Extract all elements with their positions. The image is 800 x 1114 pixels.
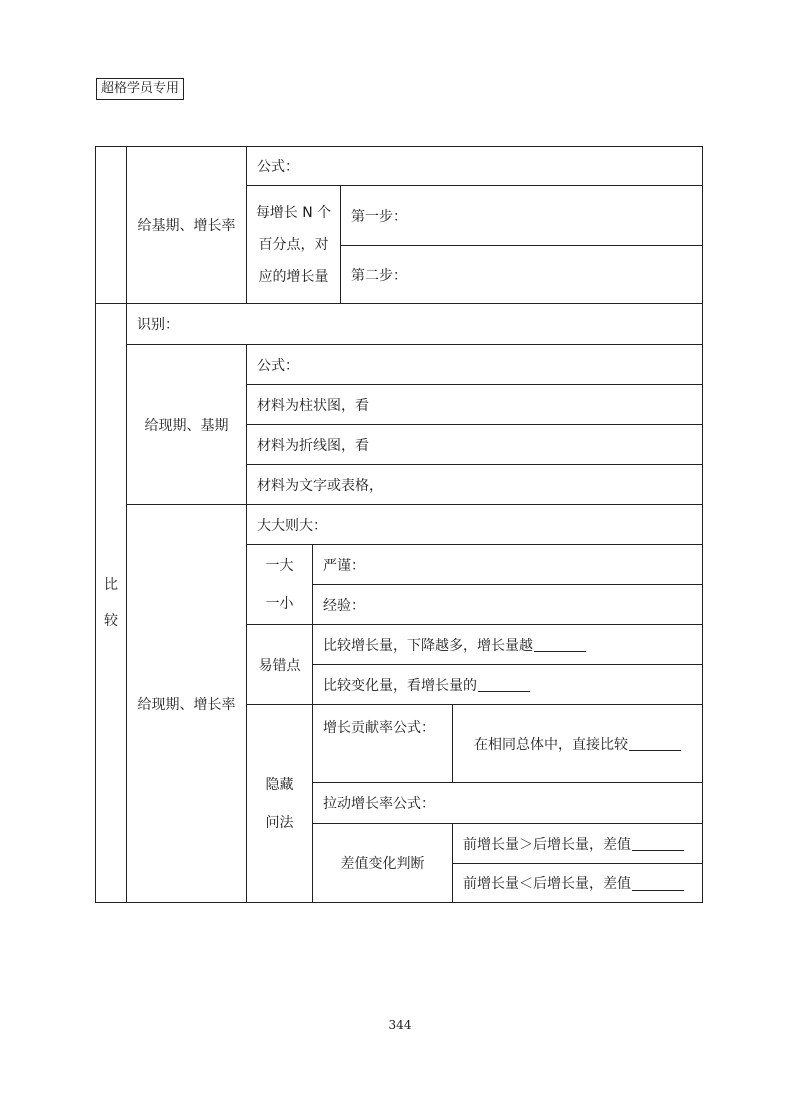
error2-text: 比较变化量，看增长量的 xyxy=(323,677,477,694)
error1-text: 比较增长量，下降越多，增长量越 xyxy=(323,637,533,654)
page-number: 344 xyxy=(388,1018,412,1032)
diff2-text: 前增长量＜后增长量，差值 xyxy=(463,876,631,892)
empty-left-cell xyxy=(95,146,127,304)
one-big-one-small xyxy=(246,544,313,625)
compare-vertical-label xyxy=(95,303,127,903)
pull-formula: 拉动增长率公式： xyxy=(312,782,703,824)
exclusive-badge: 超格学员专用 xyxy=(96,78,184,100)
section1-formula: 公式： xyxy=(246,146,703,186)
step2-cell: 第二步： xyxy=(340,245,703,304)
experience-cell: 经验： xyxy=(312,584,703,625)
sub-label-line-2: 百分点，对 xyxy=(258,236,329,253)
diff1-blank xyxy=(632,836,684,851)
diff1-text: 前增长量＞后增长量，差值 xyxy=(463,836,631,853)
error1-cell xyxy=(312,624,703,665)
contribution-blank xyxy=(629,736,681,751)
diff1-cell xyxy=(452,823,703,864)
group1-label: 给现期、基期 xyxy=(126,344,247,505)
identify-cell: 识别： xyxy=(126,303,703,345)
group1-text-table: 材料为文字或表格， xyxy=(246,464,703,505)
hidden-question-label xyxy=(246,704,313,903)
diff2-cell xyxy=(452,863,703,903)
sub-label-line-1: 每增长 N 个 xyxy=(255,204,332,221)
one-small: 一小 xyxy=(265,595,294,612)
compare-char-1: 比 xyxy=(104,577,118,593)
group2-label: 给现期、增长率 xyxy=(126,504,247,903)
step1-cell: 第一步： xyxy=(340,185,703,246)
big-big-cell: 大大则大： xyxy=(246,504,703,545)
sub-label-line-3: 应的增长量 xyxy=(258,268,329,285)
contribution-compare xyxy=(452,704,703,783)
group1-bar-chart: 材料为柱状图，看 xyxy=(246,384,703,425)
one-big: 一大 xyxy=(265,557,294,574)
strict-cell: 严谨： xyxy=(312,544,703,585)
diff2-blank xyxy=(632,876,684,891)
diff-judgment-label: 差值变化判断 xyxy=(312,823,453,903)
error2-cell xyxy=(312,664,703,705)
error2-blank xyxy=(478,677,530,692)
section1-row-label: 给基期、增长率 xyxy=(126,146,247,304)
compare-char-2: 较 xyxy=(104,613,118,629)
error1-blank xyxy=(534,637,586,652)
hidden-label-line-1: 隐藏 xyxy=(265,776,294,793)
section1-sub-label xyxy=(246,185,341,304)
contribution-formula: 增长贡献率公式： xyxy=(312,704,453,783)
hidden-label-line-2: 问法 xyxy=(265,814,294,831)
error-points-label: 易错点 xyxy=(246,624,313,705)
group1-formula: 公式： xyxy=(246,344,703,385)
group1-line-chart: 材料为折线图，看 xyxy=(246,424,703,465)
contribution-compare-text: 在相同总体中，直接比较 xyxy=(474,736,628,753)
